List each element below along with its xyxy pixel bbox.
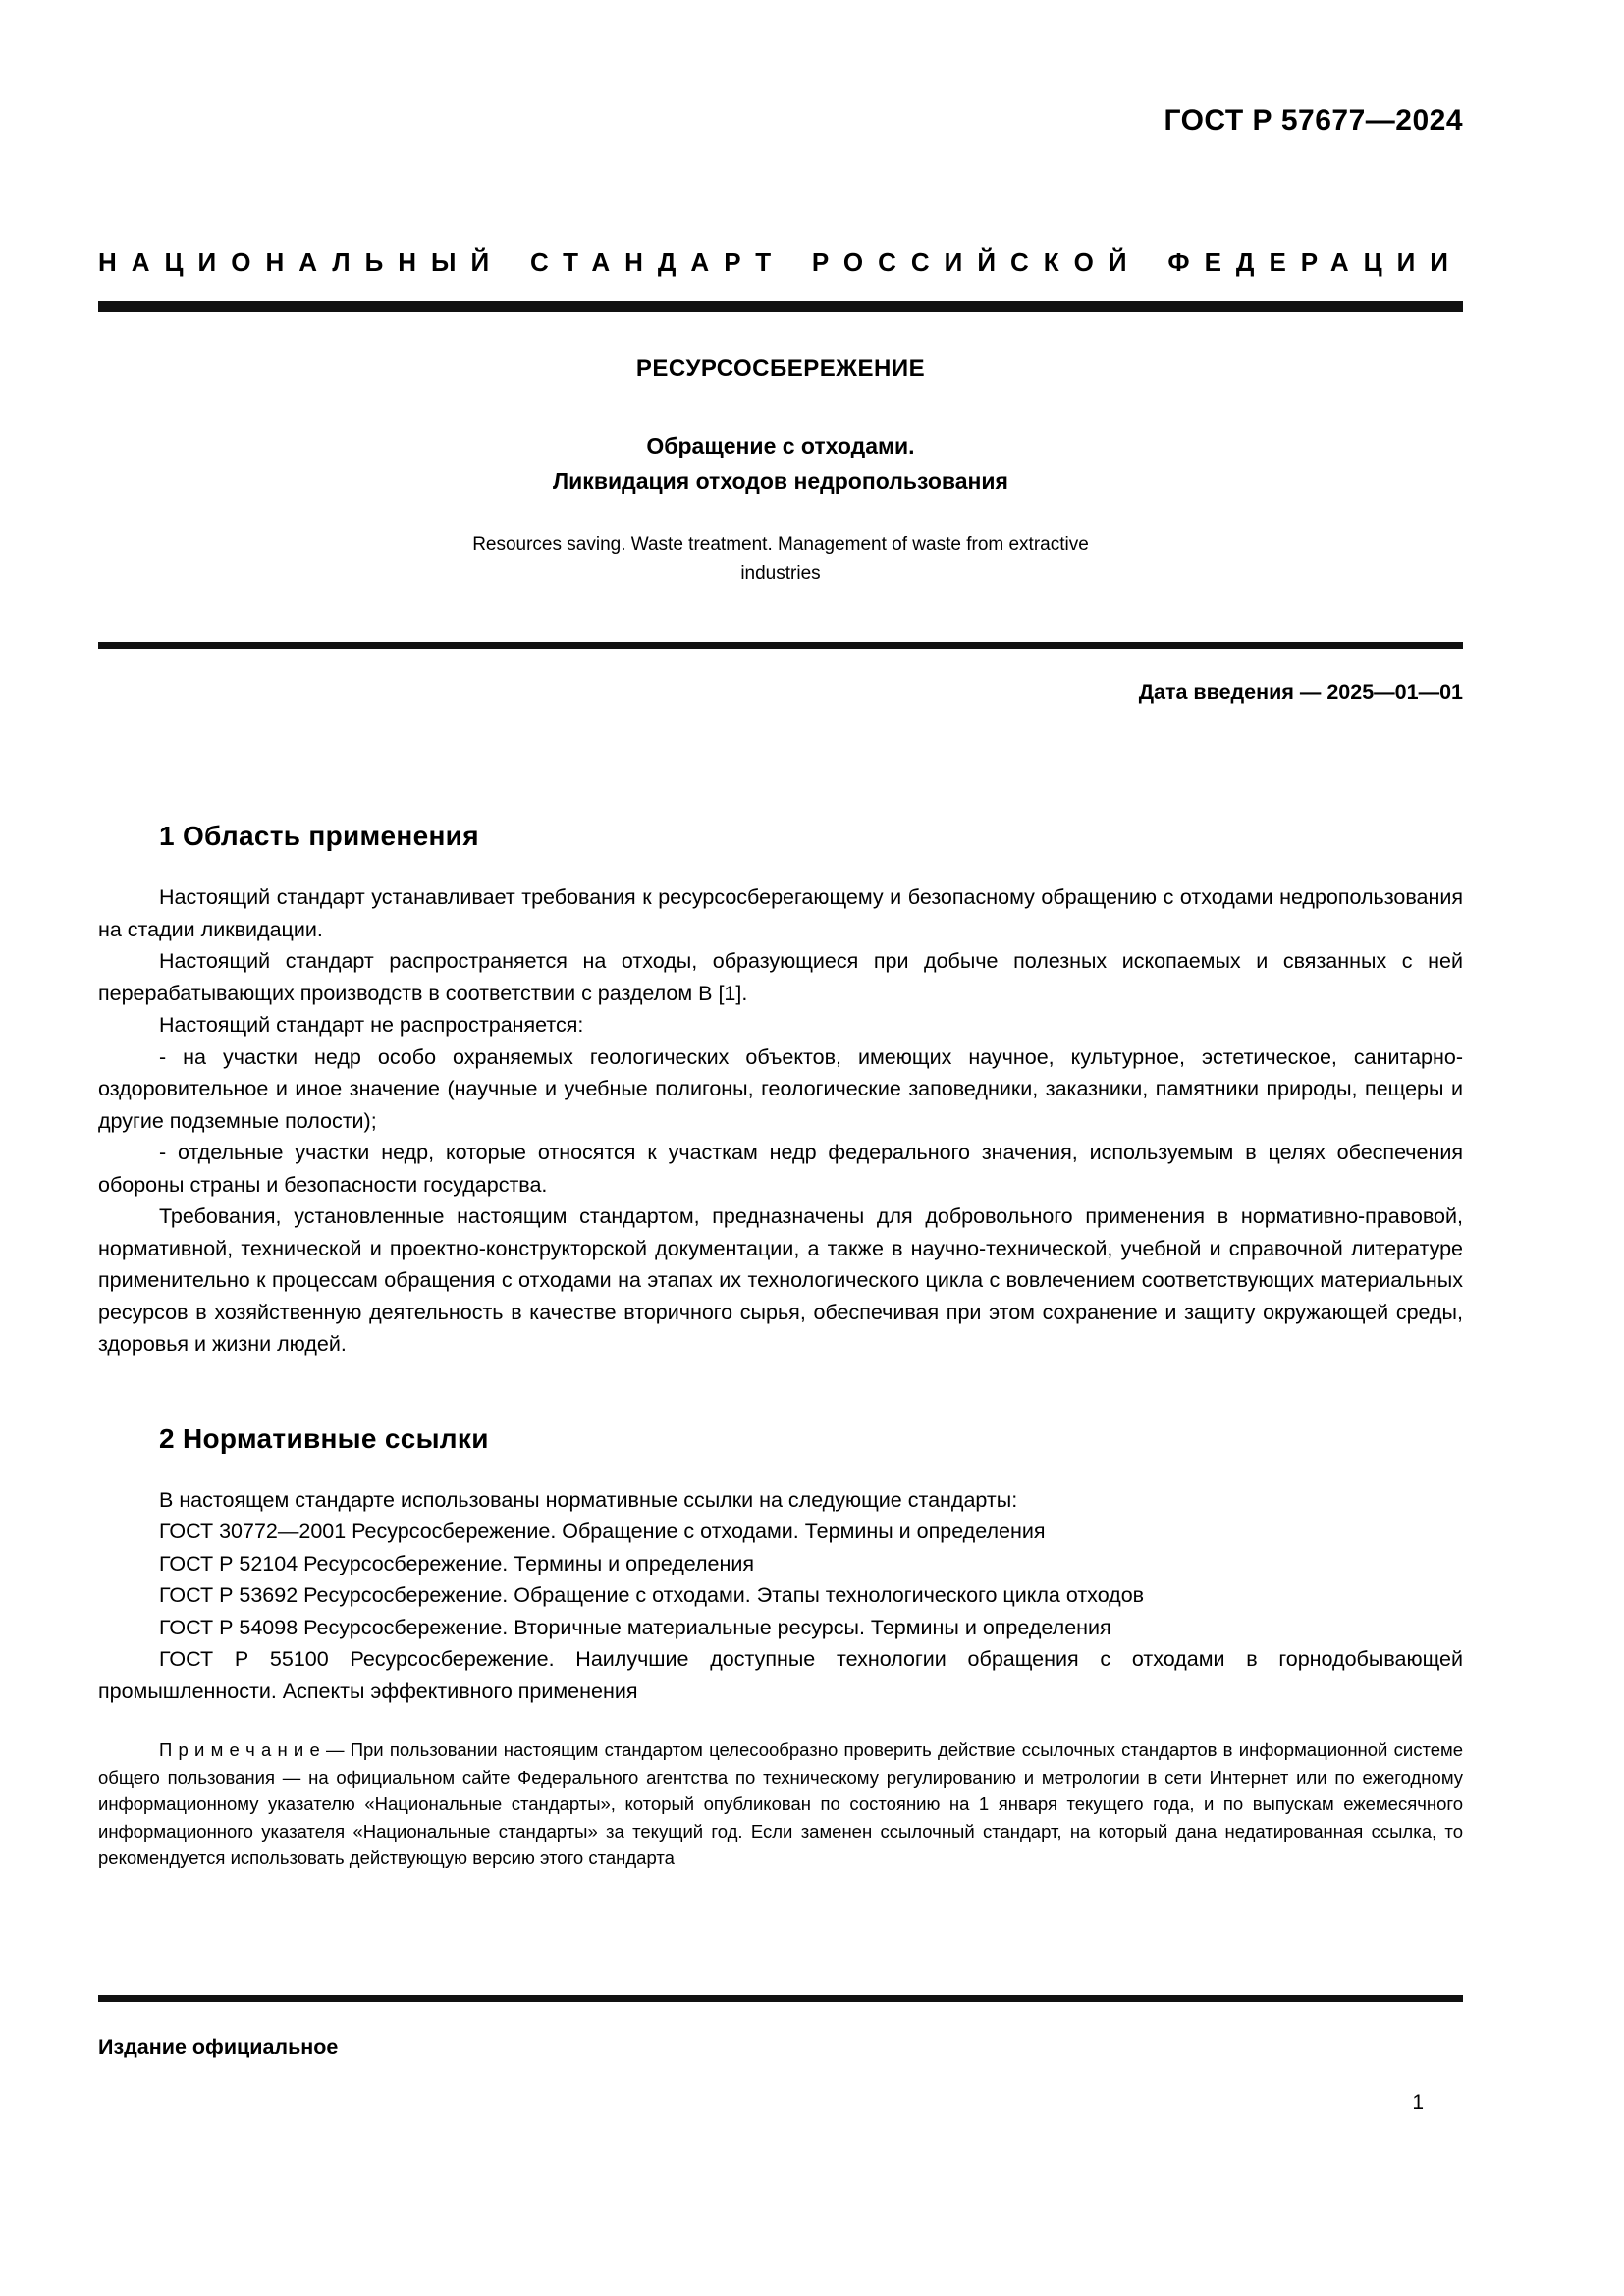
standard-title-ru: РЕСУРСОСБЕРЕЖЕНИЕ	[635, 355, 926, 382]
paragraph: Требования, установленные настоящим стандартом, предназначены для добровольного применения в нормативно-правовой, нормативной, технической и проектно-конструкторской документации, а также в научно-технической, учебной и справочной литературе применительно к процессам обращения с отходами на этапах их технологического цикла с вовлечением соответствующих материальных ресурсов в хозяйственную деятельность в качестве вторичного сырья, обеспечивая при этом сохранение и защиту окружающей среды, здоровья и жизни людей.	[98, 1204, 1463, 1356]
title-block-rule	[98, 642, 1463, 649]
footer-rule	[98, 1995, 1463, 2002]
section-2-heading: 2 Нормативные ссылки	[159, 1422, 489, 1454]
edition-label: Издание официальное	[98, 2035, 339, 2058]
note: П р и м е ч а н и е — При пользовании настоящим стандартом целесообразно проверить действие ссылочных стандартов в информационной системе общего пользования — на официальном сайте Федерального агентства по техническому регулированию и метрологии в сети Интернет или по ежегодному информационному указателю «Национальные стандарты», который опубликован по состоянию на 1 января текущего года, и по выпускам ежемесячного информационного указателя «Национальные стандарты» за текущий год. Если заменен ссылочный стандарт, на который дана недатированная ссылка, то рекомендуется использовать действующую версию этого стандарта	[98, 1739, 1463, 1868]
paragraph: - отдельные участки недр, которые относятся к участкам недр федерального значения, используемым в целях обеспечения обороны страны и безопасности государства.	[98, 1141, 1463, 1197]
title-en-line-1: Resources saving. Waste treatment. Management of waste from extractive	[472, 534, 1089, 555]
subtitle-line-2: Ликвидация отходов недропользования	[553, 468, 1008, 494]
reference-item: ГОСТ Р 53692 Ресурсосбережение. Обращение с отходами. Этапы технологического цикла отходов	[159, 1583, 1145, 1607]
paragraph: В настоящем стандарте использованы нормативные ссылки на следующие стандарты:	[159, 1487, 1018, 1512]
reference-item: ГОСТ Р 55100 Ресурсосбережение. Наилучшие доступные технологии обращения с отходами в горнодобывающей промышленности. Аспекты эффективного применения	[98, 1647, 1463, 1703]
reference-item: ГОСТ 30772—2001 Ресурсосбережение. Обращение с отходами. Термины и определения	[159, 1520, 1046, 1543]
paragraph: Настоящий стандарт не распространяется:	[159, 1013, 584, 1037]
title-en-line-2: industries	[740, 563, 821, 584]
page-footer	[98, 1995, 1463, 2114]
reference-item: ГОСТ Р 52104 Ресурсосбережение. Термины и определения	[159, 1551, 755, 1575]
paragraph: Настоящий стандарт устанавливает требования к ресурсосберегающему и безопасному обращению с отходами недропользования на стадии ликвидации.	[98, 885, 1463, 941]
section-1-body	[98, 881, 1463, 1361]
header-rule	[98, 301, 1463, 312]
standard-subtitle-ru	[98, 428, 1463, 499]
section-1-heading: 1 Область применения	[159, 821, 479, 851]
standard-title-en	[98, 530, 1463, 589]
reference-item: ГОСТ Р 54098 Ресурсосбережение. Вторичные материальные ресурсы. Термины и определения	[159, 1615, 1111, 1639]
doc-code: ГОСТ Р 57677—2024	[1164, 104, 1463, 136]
national-standard-banner: НАЦИОНАЛЬНЫЙ СТАНДАРТ РОССИЙСКОЙ ФЕДЕРАЦИИ	[98, 247, 1463, 277]
section-2-body	[98, 1484, 1463, 1872]
effective-date: Дата введения — 2025—01—01	[1138, 680, 1463, 704]
page-number: 1	[1412, 2091, 1424, 2113]
paragraph: - на участки недр особо охраняемых геологических объектов, имеющих научное, культурное, эстетическое, санитарно-оздоровительное и иное значение (научные и учебные полигоны, геологические заповедники, заказники, памятники природы, пещеры и другие подземные полости);	[98, 1044, 1463, 1133]
subtitle-line-1: Обращение с отходами.	[646, 433, 915, 458]
paragraph: Настоящий стандарт распространяется на отходы, образующиеся при добыче полезных ископаемых и связанных с ней перерабатывающих производств в соответствии с разделом В [1].	[98, 949, 1463, 1005]
